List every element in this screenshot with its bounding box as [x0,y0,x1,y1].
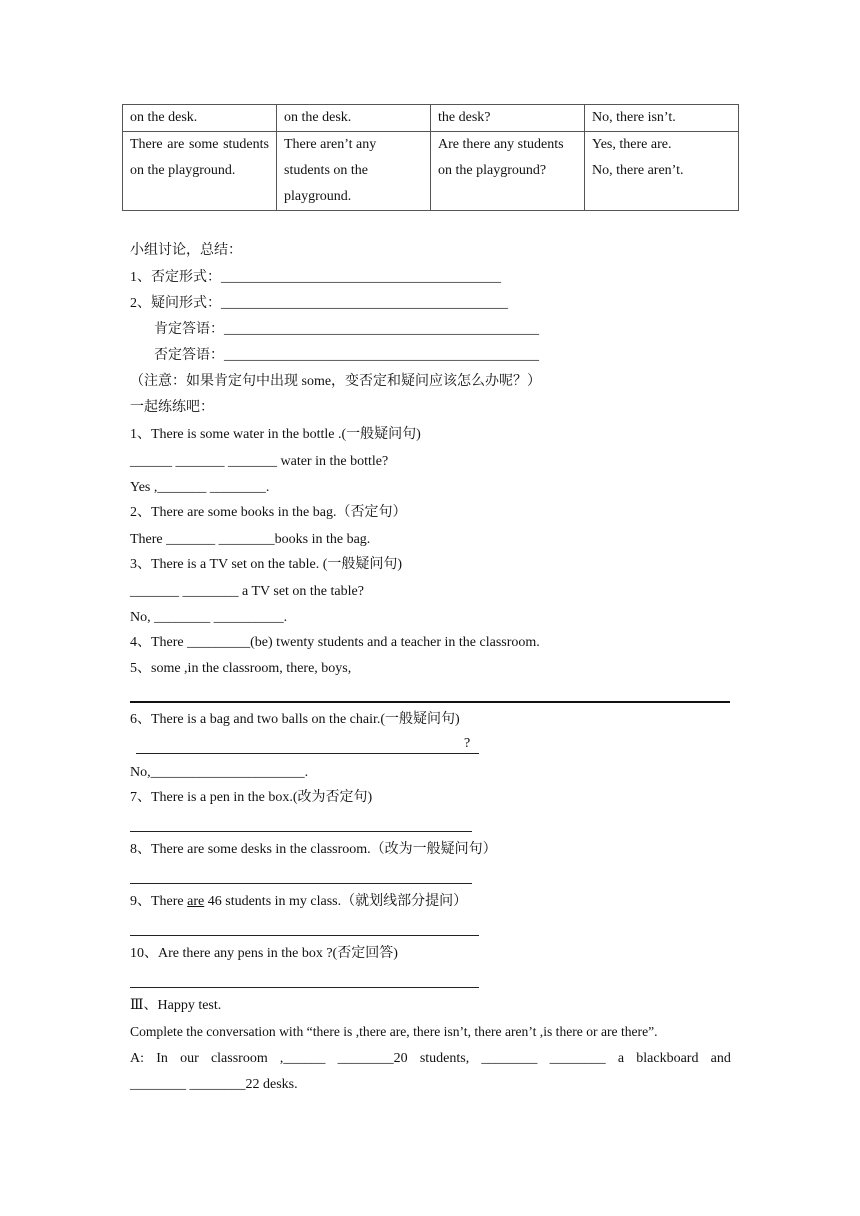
question-3-blank-b: No, ________ __________. [130,610,288,625]
dialogue-word: a [617,1051,625,1066]
answer-line [130,831,472,832]
test-heading: Ⅲ、Happy test. [130,998,222,1013]
dialogue-word: ________ [549,1051,606,1066]
answer-line [130,935,479,936]
test-instruction: Complete the conversation with “there is ,there are, there isn’t, there aren’t ,is there or are there”. [130,1024,658,1039]
table-row [123,132,739,211]
question-10: 10、Are there any pens in the box ?(否定回答) [130,946,398,961]
table-cell: There are some students on the playground. [123,132,277,211]
dialogue-line [130,1049,731,1069]
dialogue-word: ________ [481,1051,538,1066]
dialogue-word: our [180,1051,199,1066]
answer-line [130,701,730,703]
question-3: 3、There is a TV set on the table. (一般疑问句) [130,557,403,572]
table-cell: on the desk. [277,105,431,132]
practice-heading: 一起练练吧： [130,400,214,415]
dialogue-word: ________20 [337,1051,408,1066]
summary-positive-answer: 肯定答语：_____________________________________________ [154,322,539,337]
question-8: 8、There are some desks in the classroom.（改为一般疑问句） [130,842,497,857]
dialogue-word: ,______ [279,1051,326,1066]
question-6-blank: No,______________________. [130,765,309,780]
summary-note: （注意：如果肯定句中出现 some，变否定和疑问应该怎么办呢？） [130,374,542,389]
question-1: 1、There is some water in the bottle .(一般疑问句) [130,427,421,442]
dialogue-word: A: [130,1051,144,1066]
summary-negative-form: 1、否定形式：________________________________________ [130,270,501,285]
question-2: 2、There are some books in the bag.（否定句） [130,505,407,520]
table-cell: the desk? [431,105,585,132]
table-cell: Are there any students on the playground? [431,132,585,211]
dialogue-word: and [710,1051,731,1066]
table-cell [585,132,739,211]
question-5: 5、some ,in the classroom, there, boys, [130,661,352,676]
question-7: 7、There is a pen in the box.(改为否定句) [130,790,373,805]
question-3-blank-a: _______ ________ a TV set on the table? [130,584,364,599]
table-row [123,105,739,132]
dialogue-word: In [156,1051,168,1066]
question-1-blank-b: Yes ,_______ ________. [130,480,270,495]
question-9 [130,892,467,912]
table-cell: on the desk. [123,105,277,132]
question-9-end: 46 students in my class.（就划线部分提问） [204,894,468,909]
question-4: 4、There _________(be) twenty students and a teacher in the classroom. [130,635,540,650]
table-cell-line: Yes, there are. [592,137,672,152]
dialogue-line-2: ________ ________22 desks. [130,1077,298,1092]
question-9-underlined-word: are [187,894,205,909]
answer-line [130,883,472,884]
question-9-start: 9、There [130,894,188,909]
question-2-blank: There _______ ________books in the bag. [130,532,371,547]
table-cell: There aren’t any students on the playground. [277,132,431,211]
question-6: 6、There is a bag and two balls on the chair.(一般疑问句) [130,712,460,727]
summary-question-form: 2、疑问形式：_________________________________________ [130,296,508,311]
dialogue-word: students, [419,1051,470,1066]
question-6-mark: ? [464,736,471,751]
dialogue-word: blackboard [636,1051,699,1066]
summary-heading: 小组讨论，总结： [130,243,242,258]
dialogue-word: classroom [210,1051,268,1066]
answer-line [130,987,479,988]
table-cell: No, there isn’t. [585,105,739,132]
answer-line [136,753,479,754]
table-cell-line: No, there aren’t. [592,163,684,178]
summary-negative-answer: 否定答语：_____________________________________________ [154,348,539,363]
question-1-blank-a: ______ _______ _______ water in the bottle? [130,454,389,469]
grammar-table [122,104,739,211]
